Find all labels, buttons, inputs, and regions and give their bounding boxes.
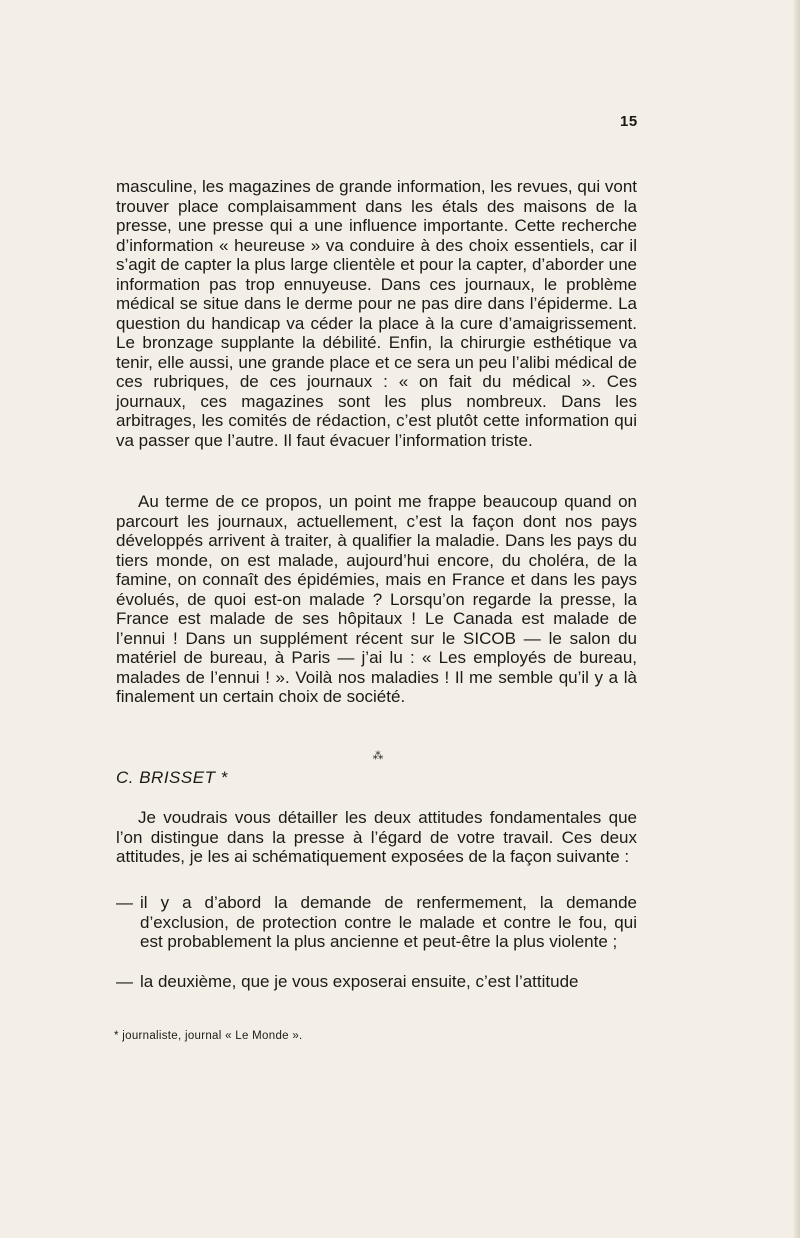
list-dash: — <box>116 972 133 991</box>
section-separator: ⁂ <box>372 750 384 762</box>
list-item-text: la deuxième, que je vous exposerai ensuite, c’est l’attitude <box>140 972 579 991</box>
list-item <box>116 893 637 952</box>
footnote: * journaliste, journal « Le Monde ». <box>114 1030 303 1042</box>
attitudes-list-part-1 <box>116 893 637 952</box>
list-dash: — <box>116 893 133 912</box>
body-paragraph-2: Au terme de ce propos, un point me frappe beaucoup quand on parcourt les journaux, actuellement, c’est la façon dont nos pays développés arrivent à traiter, à qualifier la maladie. Dans les pays du tiers monde, on est malade, aujourd’hui encore, du choléra, de la famine, on connaît des épidémies, mais en France et dans les pays évolués, de quoi est-on malade ? Lorsqu’on regarde la presse, la France est malade de ses hôpitaux ! Le Canada est malade de l’ennui ! Dans un supplément récent sur le SICOB — le salon du matériel de bureau, à Paris — j’ai lu : « Les employés de bureau, malades de l’ennui ! ». Voilà nos maladies ! Il me semble qu’il y a là finalement un certain choix de société. <box>116 492 637 706</box>
list-item-text: il y a d’abord la demande de renfermement, la demande d’exclusion, de protection contre le malade et contre le fou, qui est probablement la plus ancienne et peut-être la plus violente ; <box>140 893 637 951</box>
page-number: 15 <box>620 113 638 130</box>
author-name: C. BRISSET * <box>116 768 228 787</box>
attitudes-list-part-2 <box>116 972 637 992</box>
page-edge <box>794 0 800 1238</box>
body-paragraph-3: Je voudrais vous détailler les deux attitudes fondamentales que l’on distingue dans la presse à l’égard de votre travail. Ces deux attitudes, je les ai schématiquement exposées de la façon suivante : <box>116 808 637 866</box>
list-item <box>116 972 637 992</box>
body-paragraph-1: masculine, les magazines de grande information, les revues, qui vont trouver place complaisamment dans les étals des maisons de la presse, une presse qui a une influence importante. Cette recherche d’information « heureuse » va conduire à des choix essentiels, car il s’agit de capter la plus large clientèle et pour la capter, d’aborder une information pas trop ennuyeuse. Dans ces journaux, le problème médical se situe dans le derme pour ne pas dire dans l’épiderme. La question du handicap va céder la place à la cure d’amaigrissement. Le bronzage supplante la débilité. Enfin, la chirurgie esthétique va tenir, elle aussi, une grande place et ce sera un peu l’alibi médical de ces rubriques, de ces journaux : « on fait du médical ». Ces journaux, ces magazines sont les plus nombreux. Dans les arbitrages, les comités de rédaction, c’est plutôt cette information qui va passer que l’autre. Il faut évacuer l’information triste. <box>116 177 637 450</box>
